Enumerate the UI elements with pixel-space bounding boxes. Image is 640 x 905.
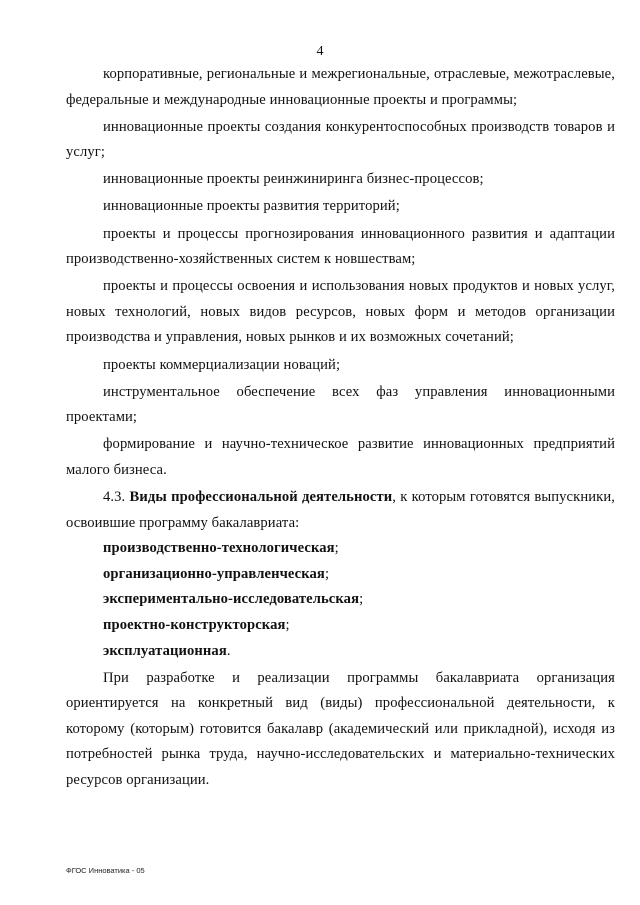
section-4-3 [66,485,615,536]
activity-type-punct: ; [324,565,330,582]
paragraph-forecasting: проекты и процессы прогнозирования инновационного развития и адаптации производственно-хозяйственных систем к новшествам; [66,225,615,268]
paragraph-new-products: проекты и процессы освоения и использования новых продуктов и новых услуг, новых технологий, новых видов ресурсов, новых форм и методов организации производства и управления, новых рынков и их возможных сочетаний; [66,278,615,346]
activity-type-item [66,613,615,639]
activity-type-label: экспериментально-исследовательская [103,591,360,608]
footer-label: ФГОС Инноватика - 05 [66,866,145,875]
paragraph-instrumental-support: инструментальное обеспечение всех фаз управления инновационными проектами; [66,383,615,426]
paragraph-territory-development: инновационные проекты развития территорий; [103,198,400,215]
activity-type-punct: ; [285,616,290,633]
section-heading: Виды профессиональной деятельности [129,489,393,505]
paragraph-competitive-production: инновационные проекты создания конкурентоспособных производств товаров и услуг; [66,118,615,161]
activity-type-item [66,536,615,562]
activity-type-label: проектно-конструкторская [103,616,286,633]
section-text: , к которым готовятся выпускники, освоившие программу бакалавриата: [66,489,615,531]
closing-paragraph: При разработке и реализации программы бакалавриата организация ориентируется на конкретный вид (виды) профессиональной деятельности, к которому (которым) готовится бакалавр (академический или прикладной), исходя из потребностей рынка труда, научно-исследовательских и материально-технических ресурсов организации. [66,669,615,789]
paragraph-reengineering: инновационные проекты реинжиниринга бизнес-процессов; [103,171,484,188]
page-number: 4 [316,44,324,59]
activity-type-punct: ; [334,540,339,557]
activity-type-item [66,587,615,613]
paragraph-commercialization: проекты коммерциализации новаций; [103,356,341,373]
paragraph-project-types: корпоративные, региональные и межрегиональные, отраслевые, межотраслевые, федеральные и международные инновационные проекты и программы; [66,66,615,108]
document-body [66,62,615,794]
section-number: 4.3. [103,489,126,505]
activity-type-punct: ; [359,591,364,608]
activity-type-punct: . [226,642,231,659]
activity-type-label: организационно-управленческая [103,565,325,582]
activity-type-item [66,639,615,665]
activity-type-item [66,562,615,588]
activity-type-label: эксплуатационная [103,642,227,659]
paragraph-small-business: формирование и научно-техническое развитие инновационных предприятий малого бизнеса. [66,436,615,478]
activity-type-label: производственно-технологическая [103,540,335,557]
